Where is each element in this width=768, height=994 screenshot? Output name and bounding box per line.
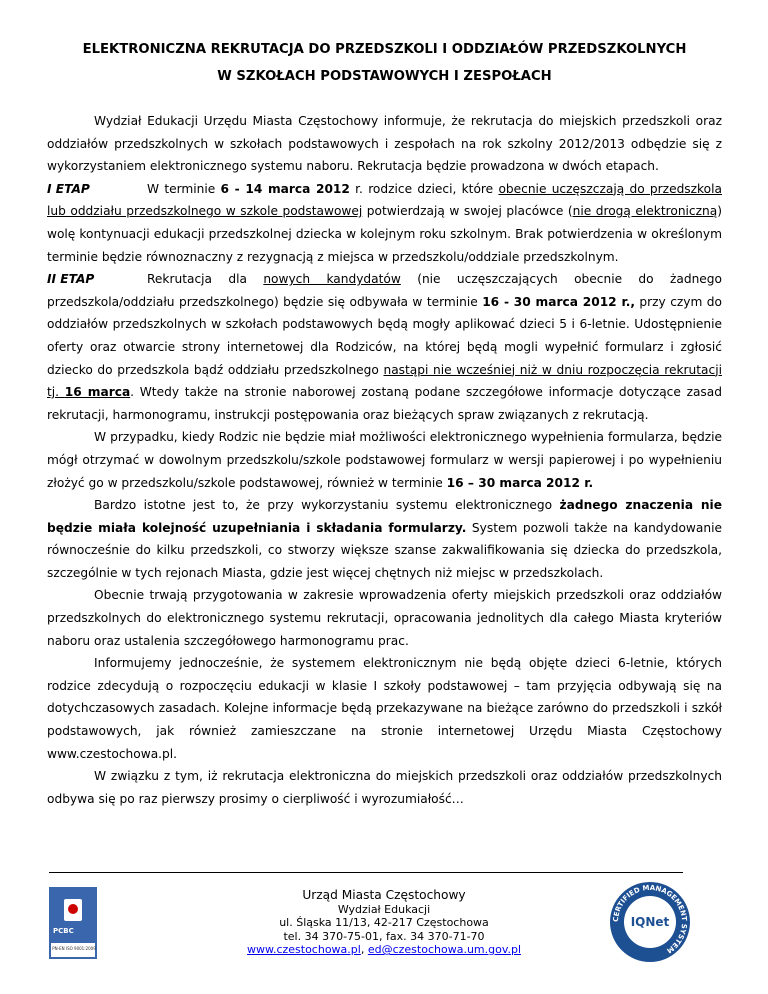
paper-form-date: 16 – 30 marca 2012 r. bbox=[446, 475, 594, 490]
etap2-underlined: nowych kandydatów bbox=[263, 272, 401, 287]
eagle-emblem-icon bbox=[64, 899, 82, 921]
etap1-underlined: nie drogą elektroniczną bbox=[572, 204, 718, 219]
etap2-underlined: nastąpi nie wcześniej niż w dniu rozpoczęcia rekrutacji tj. bbox=[47, 362, 722, 400]
department-name: Wydział Edukacji bbox=[337, 903, 431, 916]
etap1-underlined: obecnie uczęszczają do przedszkola lub oddziału przedszkolnego w szkole podstawowej bbox=[47, 181, 722, 219]
document-body bbox=[47, 110, 722, 810]
order-text: Bardzo istotne jest to, że przy wykorzystaniu systemu elektronicznego bbox=[94, 498, 560, 513]
phone-fax: tel. 34 370-75-01, fax. 34 370-71-70 bbox=[283, 929, 485, 943]
title-line-1: ELEKTRONICZNA REKRUTACJA DO PRZEDSZKOLI I ODDZIAŁÓW PRZEDSZKOLNYCH bbox=[82, 42, 687, 57]
paper-form-text: W przypadku, kiedy Rodzic nie będzie miał możliwości elektronicznego wypełnienia formularza, będzie mógł otrzymać w dowolnym przedszkolu/szkole podstawowej formularz w wersji papierowej i po wypełnieniu złożyć go w przedszkolu/szkole podstawowej, również w terminie bbox=[47, 430, 722, 490]
website-link[interactable]: www.czestochowa.pl bbox=[246, 943, 361, 957]
etap2-date: 16 - 30 marca 2012 r., bbox=[482, 294, 635, 309]
etap1-text: potwierdzają w swojej placówce ( bbox=[362, 204, 573, 219]
email-link[interactable]: ed@czestochowa.um.gov.pl bbox=[367, 943, 522, 957]
etap1-paragraph bbox=[47, 178, 722, 268]
etap1-date: 6 - 14 marca 2012 bbox=[220, 181, 350, 196]
office-name: Urząd Miasta Częstochowy bbox=[302, 888, 466, 902]
link-separator: , bbox=[360, 943, 368, 957]
etap2-paragraph bbox=[47, 268, 722, 426]
etap2-text: przy czym do oddziałów przedszkolnych w szkołach podstawowych będą mogły aplikować dzieci 5 i 6-letnie. Udostępnienie oferty oraz otwarcie strony internetowej dla Rodziców, na której będą mogli wypełnić formularz i zgłosić dziecko do przedszkola bądź oddziału przedszkolnego bbox=[47, 294, 722, 377]
pcbc-logo-text: PCBC bbox=[53, 927, 74, 935]
etap2-text: Rekrutacja dla bbox=[147, 272, 264, 287]
street-address: ul. Śląska 11/13, 42-217 Częstochowa bbox=[279, 916, 489, 930]
etap2-text: (nie uczęszczających obecnie do żadnego przedszkola/oddziału przedszkolnego) będzie się odbywała w terminie bbox=[47, 272, 722, 309]
title-line-2: W SZKOŁACH PODSTAWOWYCH I ZESPOŁACH bbox=[217, 69, 552, 84]
six-year-olds-paragraph: Informujemy jednocześnie, że systemem elektronicznym nie będą objęte dzieci 6-letnie, których rodzice zdecydują o rozpoczęciu edukacji w klasie I szkoły podstawowej – tam przyjęcia odbywają się na dotychczasowych zasadach. Kolejne informacje będą przekazywane na bieżące zarówno do przedszkoli i szkół podstawowych, jak również zamieszczane na stronie internetowej Urzędu Miasta Częstochowy www.czestochowa.pl. bbox=[47, 656, 722, 761]
iqnet-logo-text: IQNet bbox=[630, 915, 670, 929]
etap1-label: I ETAP bbox=[47, 181, 90, 196]
iqnet-certified-logo bbox=[610, 882, 690, 962]
preparation-paragraph: Obecnie trwają przygotowania w zakresie wprowadzenia oferty miejskich przedszkoli oraz oddziałów przedszkolnych do elektronicznego systemu rekrutacji, opracowania jednolitych dla całego Miasta kryteriów naboru oraz ustalenia szczegółowego harmonogramu prac. bbox=[47, 588, 722, 648]
paper-form-paragraph bbox=[47, 426, 722, 494]
order-paragraph bbox=[47, 494, 722, 584]
order-text: System pozwoli także na kandydowanie równocześnie do kilku przedszkoli, co stworzy większe szanse zakwalifikowania się dziecka do przedszkola, szczególnie w tych rejonach Miasta, gdzie jest więcej chętnych niż miejsc w przedszkolach. bbox=[47, 520, 722, 580]
etap1-text: W terminie bbox=[147, 181, 221, 196]
etap2-label: II ETAP bbox=[47, 272, 95, 287]
contact-links bbox=[200, 943, 568, 956]
footer-divider bbox=[49, 872, 683, 873]
office-address bbox=[200, 888, 568, 957]
etap2-underlined-date: 16 marca bbox=[64, 385, 131, 400]
pcbc-logo-standard: PN-EN ISO 9001:2009 bbox=[52, 946, 96, 951]
order-emphasis: żadnego znaczenia nie będzie miała kolejność uzupełniania i składania formularzy. bbox=[47, 498, 722, 535]
etap1-text: r. rodzice dzieci, które bbox=[349, 181, 499, 196]
etap2-text: . Wtedy także na stronie naborowej zostaną podane szczegółowe informacje dotyczące zasad rekrutacji, harmonogramu, instrukcji postępowania oraz bieżących spraw związanych z rekrutacją. bbox=[47, 385, 722, 422]
closing-paragraph: W związku z tym, iż rekrutacja elektroniczna do miejskich przedszkoli oraz oddziałów przedszkolnych odbywa się po raz pierwszy prosimy o cierpliwość i wyrozumiałość… bbox=[47, 769, 722, 806]
iqnet-ring-text: CERTIFIED MANAGEMENT SYSTEM bbox=[611, 883, 689, 955]
intro-paragraph: Wydział Edukacji Urzędu Miasta Częstochowy informuje, że rekrutacja do miejskich przedszkoli oraz oddziałów przedszkolnych w szkołach podstawowych i zespołach na rok szkolny 2012/2013 odbędzie się z wykorzystaniem elektronicznego systemu naboru. Rekrutacja będzie prowadzona w dwóch etapach. bbox=[47, 114, 722, 174]
etap1-text: ) wolę kontynuacji edukacji przedszkolnej dziecka w kolejnym roku szkolnym. Brak potwierdzenia w określonym terminie będzie równoznaczny z rezygnacją z miejsca w przedszkolu/oddziale przedszkolnym. bbox=[47, 204, 722, 264]
document-title bbox=[47, 36, 722, 90]
letterhead-footer bbox=[0, 882, 768, 982]
pcbc-certificate-logo bbox=[49, 887, 97, 959]
